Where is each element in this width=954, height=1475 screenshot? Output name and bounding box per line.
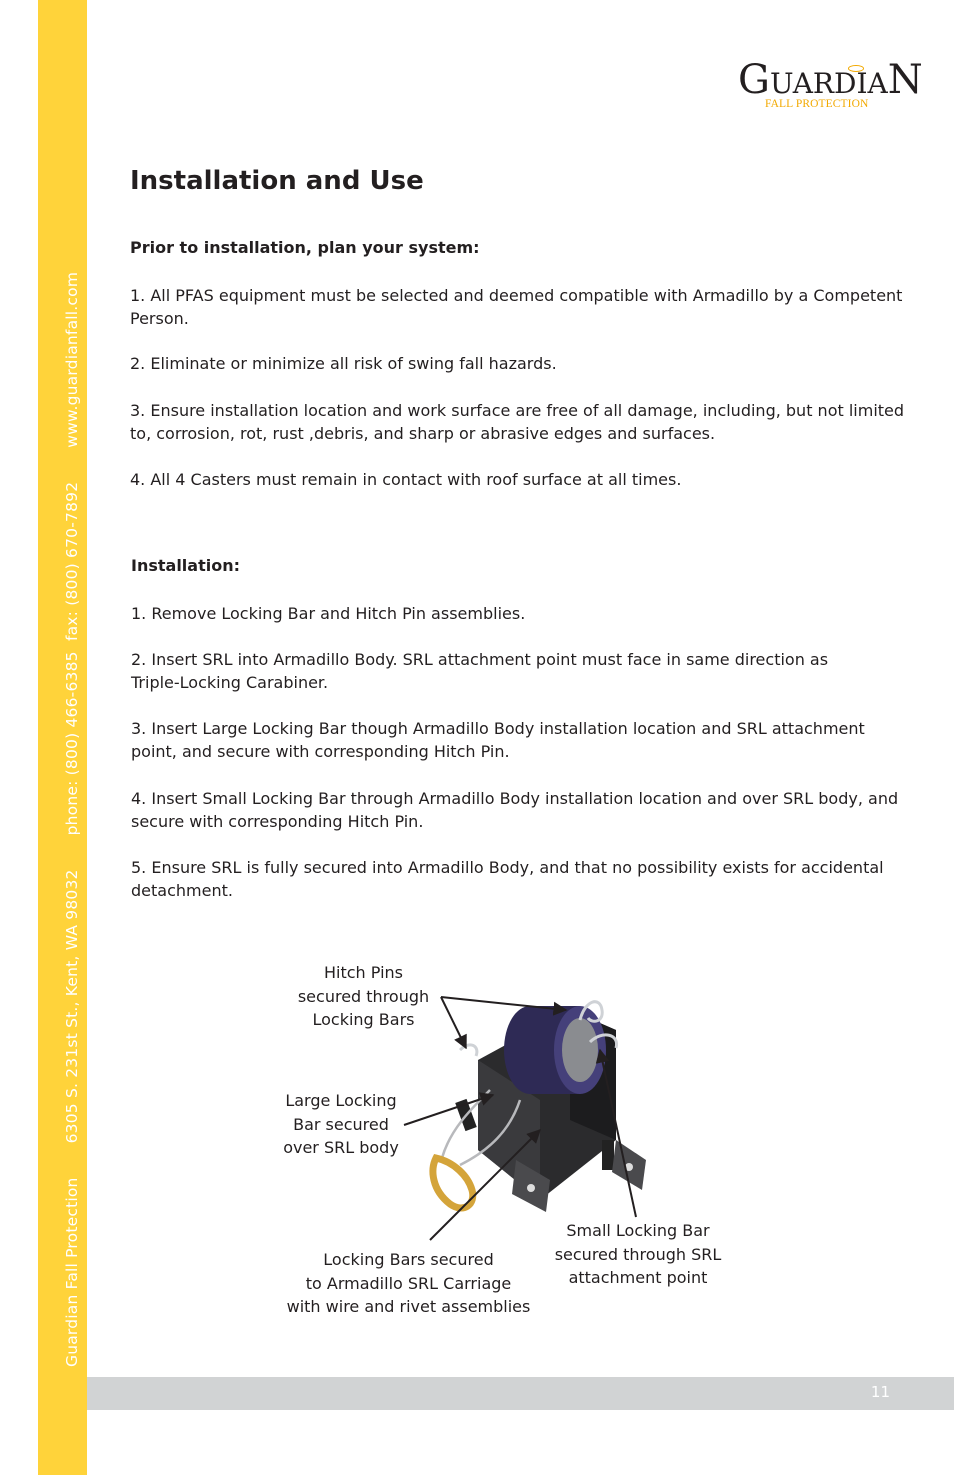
installation-item: 4. Insert Small Locking Bar through Armadillo Body installation location and over SRL body, and secure with corresponding Hitch Pin.	[131, 789, 899, 831]
callout-small-locking-bar: Small Locking Bar secured through SRL attachment point	[554, 1221, 722, 1287]
carabiner-icon	[433, 1158, 473, 1208]
callout-large-locking-bar: Large Locking Bar secured over SRL body	[283, 1091, 399, 1157]
sidebar-website[interactable]: www.guardianfall.com	[63, 271, 81, 448]
logo-subtitle: FALL PROTECTION	[765, 98, 869, 110]
sidebar-address: 6305 S. 231st St., Kent, WA 98032	[63, 869, 81, 1144]
sidebar-contact	[63, 238, 81, 1367]
armadillo-srl-photo	[420, 990, 665, 1230]
planning-heading: Prior to installation, plan your system:	[130, 238, 480, 257]
installation-heading: Installation:	[131, 556, 240, 575]
logo-wordmark: GUARDIAN	[738, 57, 923, 103]
guardian-logo	[738, 57, 923, 114]
planning-item: 1. All PFAS equipment must be selected and deemed compatible with Armadillo by a Competent Person.	[130, 286, 903, 328]
planning-item: 4. All 4 Casters must remain in contact with roof surface at all times.	[130, 470, 682, 489]
callout-locking-bars: Locking Bars secured to Armadillo SRL Carriage with wire and rivet assemblies	[286, 1250, 531, 1316]
page-title: Installation and Use	[130, 166, 424, 196]
sidebar-phone: phone: (800) 466-6385 fax: (800) 670-7892	[63, 481, 81, 836]
installation-item: 2. Insert SRL into Armadillo Body. SRL attachment point must face in same direction as Triple-Locking Carabiner.	[131, 650, 829, 692]
planning-item: 2. Eliminate or minimize all risk of swing fall hazards.	[130, 354, 557, 373]
page-number: 11	[870, 1383, 890, 1401]
footer-bar	[87, 1377, 954, 1410]
installation-item: 1. Remove Locking Bar and Hitch Pin assemblies.	[131, 604, 526, 623]
sidebar-company: Guardian Fall Protection	[63, 1177, 81, 1367]
planning-item: 3. Ensure installation location and work surface are free of all damage, including, but not limited to, corrosion, rot, rust ,debris, and sharp or abrasive edges and surfaces.	[130, 401, 905, 443]
installation-item: 3. Insert Large Locking Bar though Armadillo Body installation location and SRL attachment point, and secure with corresponding Hitch Pin.	[131, 719, 865, 761]
callout-hitch-pins: Hitch Pins secured through Locking Bars	[297, 963, 430, 1029]
installation-item: 5. Ensure SRL is fully secured into Armadillo Body, and that no possibility exists for accidental detachment.	[131, 858, 884, 900]
halo-icon	[848, 65, 864, 72]
